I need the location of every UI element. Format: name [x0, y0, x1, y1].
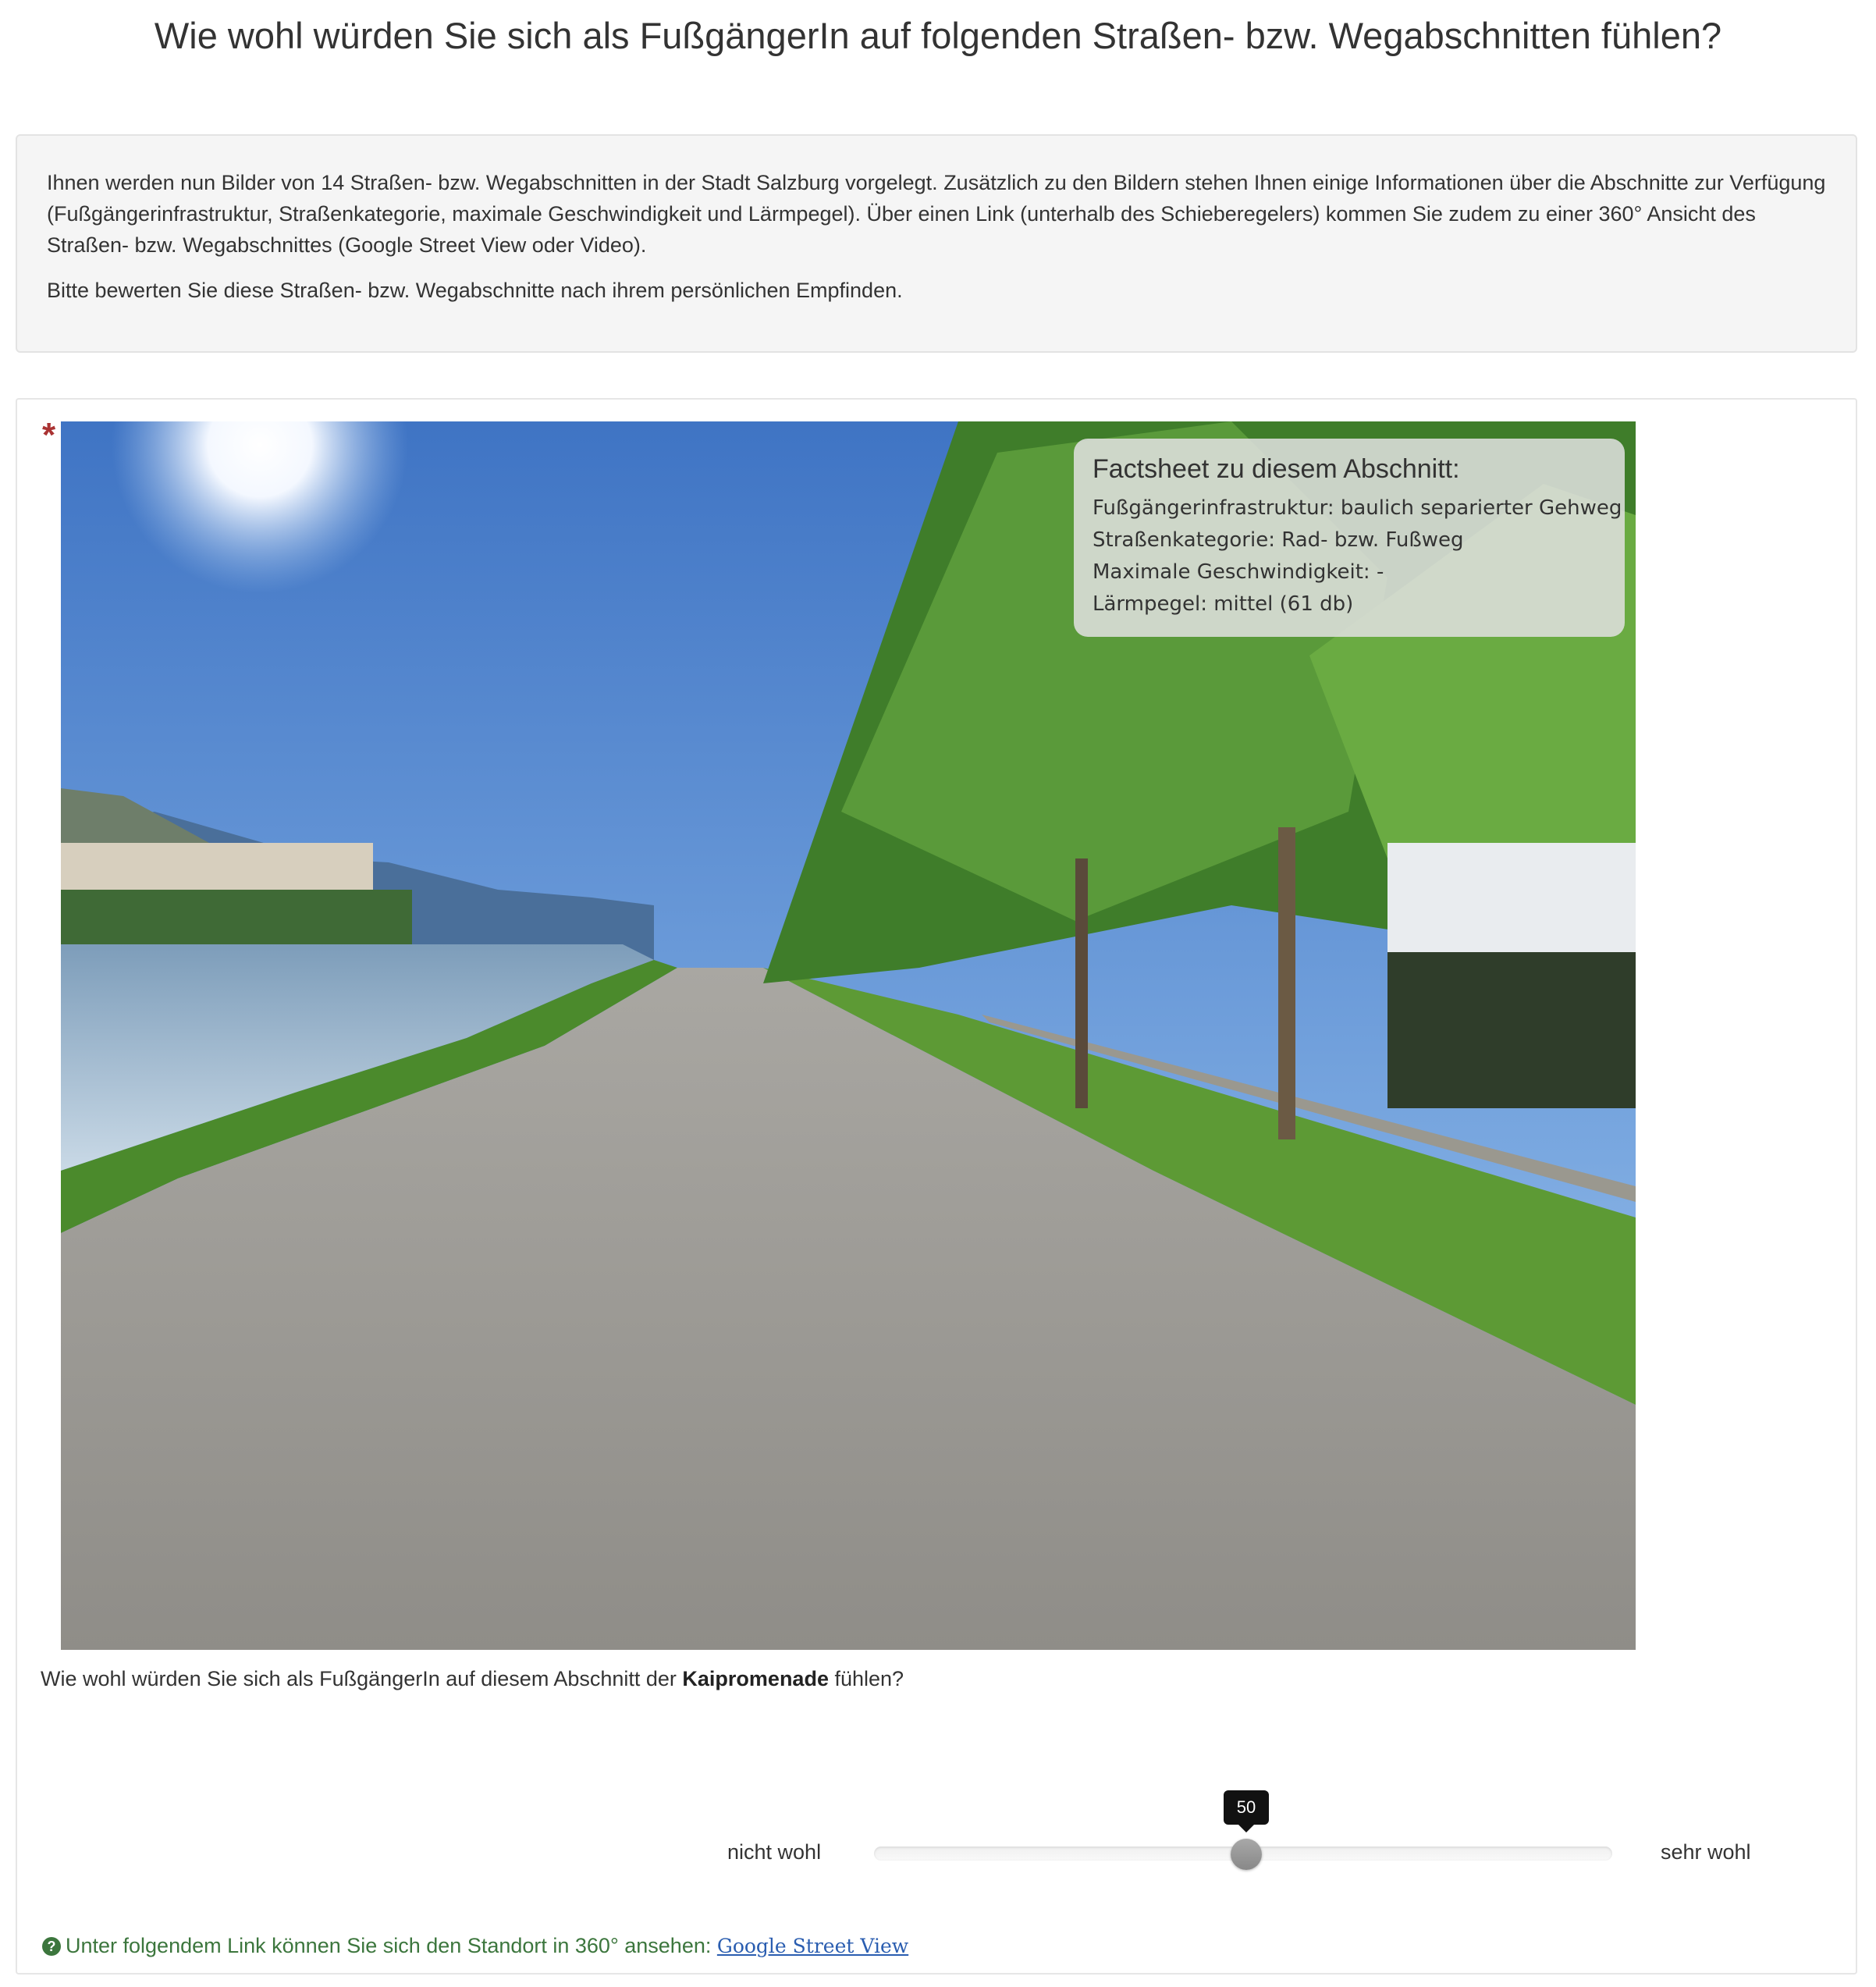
factsheet-noise: Lärmpegel: mittel (61 db): [1093, 592, 1354, 616]
intro-instruction: Bitte bewerten Sie diese Straßen- bzw. Wegabschnitte nach ihrem persönlichen Empfinden.: [47, 279, 903, 302]
factsheet-infrastructure: Fußgängerinfrastruktur: baulich separierter Gehweg: [1093, 496, 1622, 520]
rating-slider-handle[interactable]: [1231, 1839, 1262, 1870]
slider-max-label: sehr wohl: [1661, 1840, 1751, 1864]
factsheet-speed: Maximale Geschwindigkeit: -: [1093, 560, 1384, 584]
required-marker: *: [42, 416, 56, 454]
google-street-view-link[interactable]: Google Street View: [716, 1935, 909, 1957]
question-prefix: Wie wohl würden Sie sich als FußgängerIn auf diesem Abschnitt der: [41, 1667, 683, 1690]
question-location: Kaipromenade: [682, 1667, 829, 1690]
intro-paragraph: Ihnen werden nun Bilder von 14 Straßen- bzw. Wegabschnitten in der Stadt Salzburg vorgelegt. Zusätzlich zu den Bildern stehen Ihnen einige Informationen über die Abschnitte zur Verfügung (Fußgängerinfrastruktur, Straßenkategorie, maximale Geschwindigkeit und Lärmpegel). Über einen Link (unterhalb des Schieberegelers) kommen Sie zudem zu einer 360° Ansicht des Straßen- bzw. Wegabschnittes (Google Street View oder Video).: [47, 171, 1826, 257]
factsheet-overlay: [1074, 439, 1625, 637]
slider-min-label: nicht wohl: [727, 1840, 822, 1864]
factsheet-category: Straßenkategorie: Rad- bzw. Fußweg: [1093, 528, 1464, 552]
factsheet-title: Factsheet zu diesem Abschnitt:: [1093, 454, 1460, 484]
question-circle-icon: ?: [42, 1937, 61, 1956]
street-view-hint: [42, 1934, 908, 1958]
question-suffix: fühlen?: [828, 1667, 904, 1690]
page-title: Wie wohl würden Sie sich als FußgängerIn auf folgenden Straßen- bzw. Wegabschnitten fühlen?: [154, 15, 1722, 56]
street-view-hint-text: Unter folgendem Link können Sie sich den Standort in 360° ansehen:: [66, 1934, 717, 1957]
intro-panel: [16, 134, 1857, 353]
slider-value-tooltip: 50: [1224, 1790, 1269, 1825]
question-text: [41, 1667, 904, 1691]
